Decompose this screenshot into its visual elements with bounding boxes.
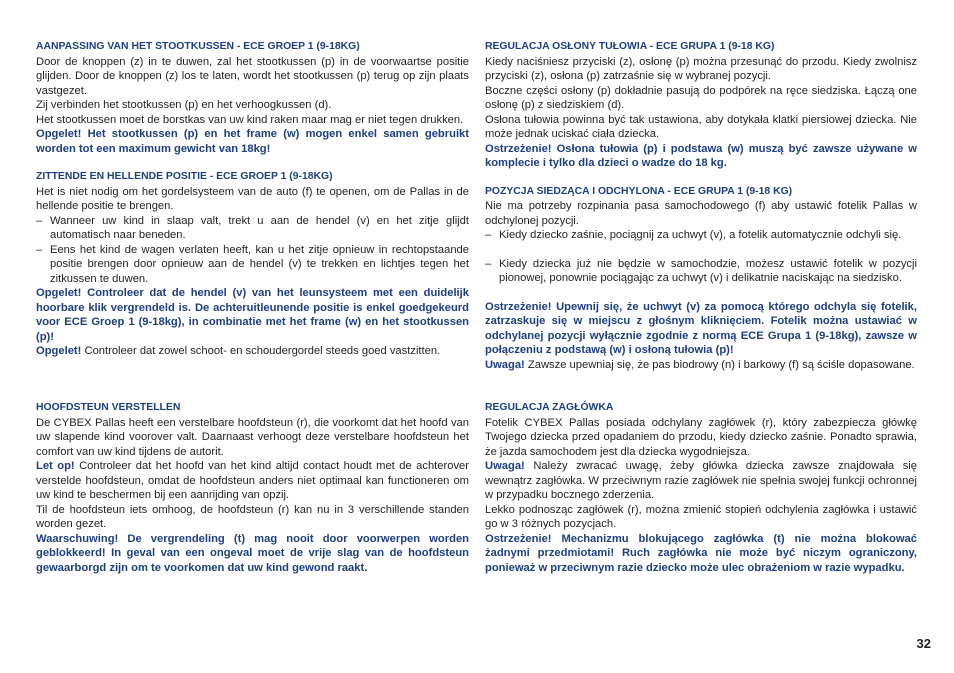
right-column-top [485,40,917,372]
warning: Opgelet! Controleer dat de hendel (v) van het leunsysteem met een duidelijk hoorbare klik vergrendeld is. De achteruitleunende positie is enkel goedgekeurd voor ECE Groep 1 (9-18kg), in combinatie met het frame (w) en het stootkussen (p)! [36,287,469,343]
note: Uwaga! Zawsze upewniaj się, że pas biodrowy (n) i barkowy (f) są ściśle dopasowane. [485,358,915,371]
paragraph: Nie ma potrzeby rozpinania pasa samochodowego (f) aby ustawić fotelik Pallas w odchylonej pozycji. [485,200,917,227]
warning: Ostrzeżenie! Osłona tułowia (p) i podstawa (w) muszą być zawsze używane w komplecie i tylko dla dzieci o wadze do 18 kg. [485,142,917,169]
paragraph: Lekko podnosząc zagłówek (r), można zmienić stopień odchylenia zagłówka i ustawić go w 3 różnych pozycjach. [485,503,917,530]
warning: Waarschuwing! De vergrendeling (t) mag nooit door voorwerpen worden geblokkeerd! In geval van een ongeval moet de vrije slag van de hoofdsteun gewaarborgd zijn om te voorkomen dat uw kind gewond raakt. [36,532,469,574]
paragraph: Boczne części osłony (p) dokładnie pasują do podpórek na ręce siedziska. Łączą one osłonę (p) z siedziskiem (d). [485,84,917,111]
left-column-bottom [36,401,469,575]
section-title: POZYCJA SIEDZĄCA I ODCHYLONA - ECE GRUPA 1 (9-18 KG) [485,185,793,197]
list-item: – Kiedy dziecka już nie będzie w samochodzie, możesz ustawić fotelik w pozycji pionowej, ponownie pociągając za uchwyt (v) i delikatnie naciskając na siedzisko. [485,257,917,284]
note: Uwaga! Należy zwracać uwagę, żeby główka dziecka zawsze znajdowała się wewnątrz zagłówka. W przeciwnym razie zagłówek nie spełnia swojej funkcji ochronnej w przypadku bocznego zderzenia. [485,460,917,501]
note-label: Opgelet! [36,345,82,357]
note-label: Let op! [36,460,75,472]
list-item: – Eens het kind de wagen verlaten heeft, kan u het zitje opnieuw in rechtopstaande positie brengen door opnieuw aan de hendel (v) te trekken en lichtjes tegen het zitkussen te duwen. [36,243,469,285]
paragraph: Zij verbinden het stootkussen (p) en het verhoogkussen (d). [36,99,332,111]
note-label: Uwaga! [485,358,525,371]
paragraph: Fotelik CYBEX Pallas posiada odchylany zagłówek (r), który zabezpiecza główkę Twojego dziecka przed opadaniem do przodu, kiedy dziecko zaśnie. Ponadto sprawia, że jazda samochodem jest dla dziecka wygodniejsza. [485,416,917,458]
warning: Ostrzeżenie! Mechanizmu blokującego zagłówka (t) nie można blokować żadnymi przedmiotami! Ruch zagłówka nie może być niczym ograniczony, ponieważ w przeciwnym razie dziecko może ulec obrażeniom w razie wypadku. [485,532,917,574]
section-title: HOOFDSTEUN VERSTELLEN [36,402,181,413]
paragraph: Het is niet nodig om het gordelsysteem van de auto (f) te openen, om de Pallas in de hellende positie te brengen. [36,185,469,212]
list-item: – Kiedy dziecko zaśnie, pociągnij za uchwyt (v), a fotelik automatycznie odchyli się. [485,229,902,241]
page-number: 32 [916,636,931,651]
paragraph: Kiedy naciśniesz przyciski (z), osłonę (p) można przesunąć do przodu. Kiedy zwolnisz przyciski (z), osłona (p) zatrzaśnie się w wybranej pozycji. [485,55,917,82]
section-title: AANPASSING VAN HET STOOTKUSSEN - ECE GROEP 1 (9-18KG) [36,41,360,52]
paragraph: De CYBEX Pallas heeft een verstelbare hoofdsteun (r), die voorkomt dat het hoofd van uw slapende kind voorover valt. Daarnaast verhoogt deze verstelbare hoofdsteun het comfort van uw kind tijdens de autorit. [36,416,469,458]
warning: Ostrzeżenie! Upewnij się, że uchwyt (v) za pomocą którego odchyla się fotelik, zatrzaskuje się w miejscu z głośnym kliknięciem. Fotelik można ustawiać w odchylanej pozycji wyłącznie zgodnie z normą ECE Grupa 1 (9-18kg), zawsze w połączeniu z podstawą (w) i osłoną tułowia (p)! [485,300,917,356]
note: Let op! Controleer dat het hoofd van het kind altijd contact houdt met de achterover verstelde hoofdsteun, omdat de hoofdsteun anders niet optimaal kan functioneren om uw kind te beschermen bij een aanrijding van opzij. [36,460,469,501]
note: Opgelet! Controleer dat zowel schoot- en schoudergordel steeds goed vastzitten. [36,345,441,357]
right-column-bottom [485,401,917,575]
section-title: REGULACJA ZAGŁÓWKA [485,402,614,413]
paragraph: Osłona tułowia powinna być tak ustawiona, aby dotykała klatki piersiowej dziecka. Nie może jednak uciskać ciała dziecka. [485,113,917,140]
list-item: – Wanneer uw kind in slaap valt, trekt u aan de hendel (v) en het zitje glijdt automatisch naar beneden. [36,214,469,241]
paragraph: Door de knoppen (z) in te duwen, zal het stootkussen (p) in de voorwaartse positie glijden. Door de knoppen (z) los te laten, wordt het stootkussen (p) terug op zijn plaats vastgezet. [36,55,469,97]
note-label: Uwaga! [485,460,525,472]
warning: Opgelet! Het stootkussen (p) en het frame (w) mogen enkel samen gebruikt worden tot een maximum gewicht van 18kg! [36,128,469,155]
paragraph: Het stootkussen moet de borstkas van uw kind raken maar mag er niet tegen drukken. [36,113,464,126]
left-column-top [36,40,469,359]
section-title: REGULACJA OSŁONY TUŁOWIA - ECE GRUPA 1 (9-18 KG) [485,41,775,52]
section-title: ZITTENDE EN HELLENDE POSITIE - ECE GROEP 1 (9-18KG) [36,171,333,182]
paragraph: Til de hoofdsteun iets omhoog, de hoofdsteun (r) kan nu in 3 verschillende standen worden gezet. [36,503,469,530]
